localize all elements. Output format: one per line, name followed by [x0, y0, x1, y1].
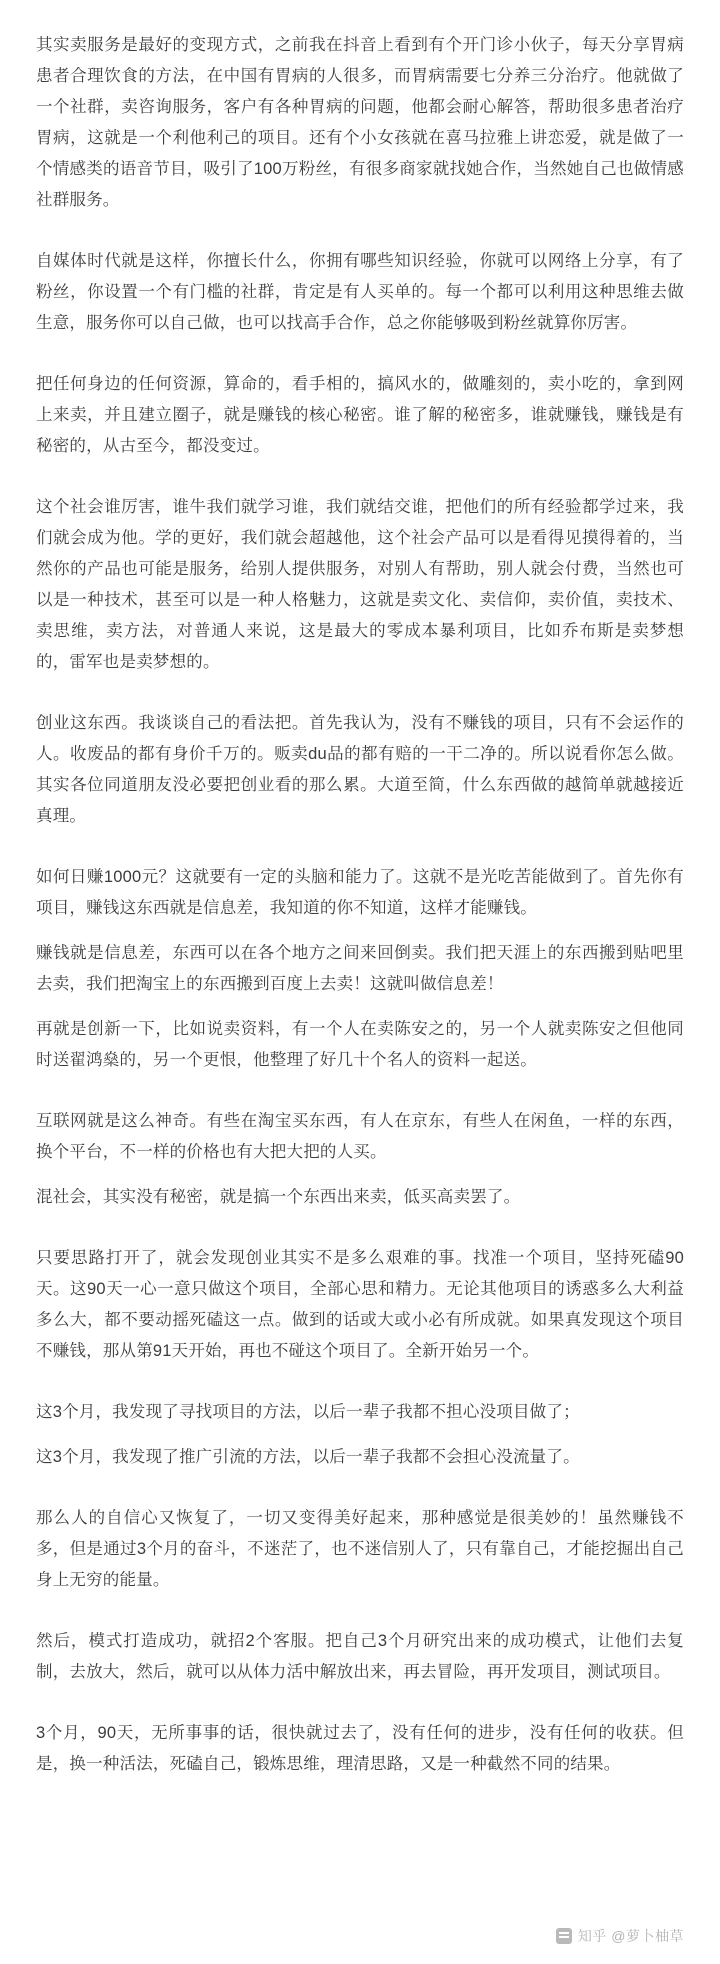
paragraph: 这3个月，我发现了寻找项目的方法，以后一辈子我都不担心没项目做了； — [36, 1403, 580, 1421]
paragraph: 创业这东西。我谈谈自己的看法把。首先我认为，没有不赚钱的项目，只有不会运作的人。收废品的都有身价千万的。贩卖du品的都有赔的一干二净的。所以说看你怎么做。其实各位同道朋友没必要把创业看的那么累。大道至简，什么东西做的越简单就越接近真理。 — [36, 714, 684, 825]
paragraph: 3个月，90天，无所事事的话，很快就过去了，没有任何的进步，没有任何的收获。但是，换一种活法，死磕自己，锻炼思维，理清思路，又是一种截然不同的结果。 — [36, 1724, 684, 1773]
watermark-text: 知乎 @萝卜柚草 — [577, 1928, 684, 1944]
paragraph: 互联网就是这么神奇。有些在淘宝买东西，有人在京东，有些人在闲鱼，一样的东西，换个平台，不一样的价格也有大把大把的人买。 — [36, 1112, 684, 1161]
paragraph: 这3个月，我发现了推广引流的方法，以后一辈子我都不会担心没流量了。 — [36, 1448, 580, 1466]
paragraph: 赚钱就是信息差，东西可以在各个地方之间来回倒卖。我们把天涯上的东西搬到贴吧里去卖，我们把淘宝上的东西搬到百度上去卖！这就叫做信息差！ — [36, 944, 684, 993]
paragraph: 只要思路打开了，就会发现创业其实不是多么艰难的事。找准一个项目，坚持死磕90天。这90天一心一意只做这个项目，全部心思和精力。无论其他项目的诱惑多么大利益多么大，都不要动摇死磕这一点。做到的话或大或小必有所成就。如果真发现这个项目不赚钱，那从第91天开始，再也不碰这个项目了。全新开始另一个。 — [36, 1249, 684, 1360]
paragraph: 那么人的自信心又恢复了，一切又变得美好起来，那种感觉是很美妙的！虽然赚钱不多，但是通过3个月的奋斗，不迷茫了，也不迷信别人了，只有靠自己，才能挖掘出自己身上无穷的能量。 — [36, 1509, 684, 1589]
paragraph: 再就是创新一下，比如说卖资料，有一个人在卖陈安之的，另一个人就卖陈安之但他同时送翟鸿燊的，另一个更恨，他整理了好几十个名人的资料一起送。 — [36, 1020, 684, 1069]
paragraph: 混社会，其实没有秘密，就是搞一个东西出来卖，低买高卖罢了。 — [36, 1188, 521, 1206]
paragraph: 其实卖服务是最好的变现方式，之前我在抖音上看到有个开门诊小伙子，每天分享胃病患者合理饮食的方法，在中国有胃病的人很多，而胃病需要七分养三分治疗。他就做了一个社群，卖咨询服务，客户有各种胃病的问题，他都会耐心解答，帮助很多患者治疗胃病，这就是一个利他利己的项目。还有个小女孩就在喜马拉雅上讲恋爱，就是做了一个情感类的语音节目，吸引了100万粉丝，有很多商家就找她合作，当然她自己也做情感社群服务。 — [36, 36, 684, 209]
paragraph: 把任何身边的任何资源，算命的，看手相的，搞风水的，做雕刻的，卖小吃的，拿到网上来卖，并且建立圈子，就是赚钱的核心秘密。谁了解的秘密多，谁就赚钱，赚钱是有秘密的，从古至今，都没变过。 — [36, 375, 684, 455]
paragraph: 这个社会谁厉害，谁牛我们就学习谁，我们就结交谁，把他们的所有经验都学过来，我们就会成为他。学的更好，我们就会超越他，这个社会产品可以是看得见摸得着的，当然你的产品也可能是服务，给别人提供服务，对别人有帮助，别人就会付费，当然也可以是一种技术，甚至可以是一种人格魅力，这就是卖文化、卖信仰，卖价值，卖技术、卖思维，卖方法，对普通人来说，这是最大的零成本暴利项目，比如乔布斯是卖梦想的，雷军也是卖梦想的。 — [36, 498, 684, 671]
watermark — [556, 1926, 684, 1946]
paragraph: 然后，模式打造成功，就招2个客服。把自己3个月研究出来的成功模式，让他们去复制，去放大，然后，就可以从体力活中解放出来，再去冒险，再开发项目，测试项目。 — [36, 1632, 684, 1681]
paragraph: 如何日赚1000元？这就要有一定的头脑和能力了。这就不是光吃苦能做到了。首先你有项目，赚钱这东西就是信息差，我知道的你不知道，这样才能赚钱。 — [36, 868, 684, 917]
paragraph: 自媒体时代就是这样，你擅长什么，你拥有哪些知识经验，你就可以网络上分享，有了粉丝，你设置一个有门槛的社群，肯定是有人买单的。每一个都可以利用这种思维去做生意，服务你可以自己做，也可以找高手合作，总之你能够吸到粉丝就算你厉害。 — [36, 252, 684, 332]
zhihu-logo-icon — [556, 1928, 572, 1944]
